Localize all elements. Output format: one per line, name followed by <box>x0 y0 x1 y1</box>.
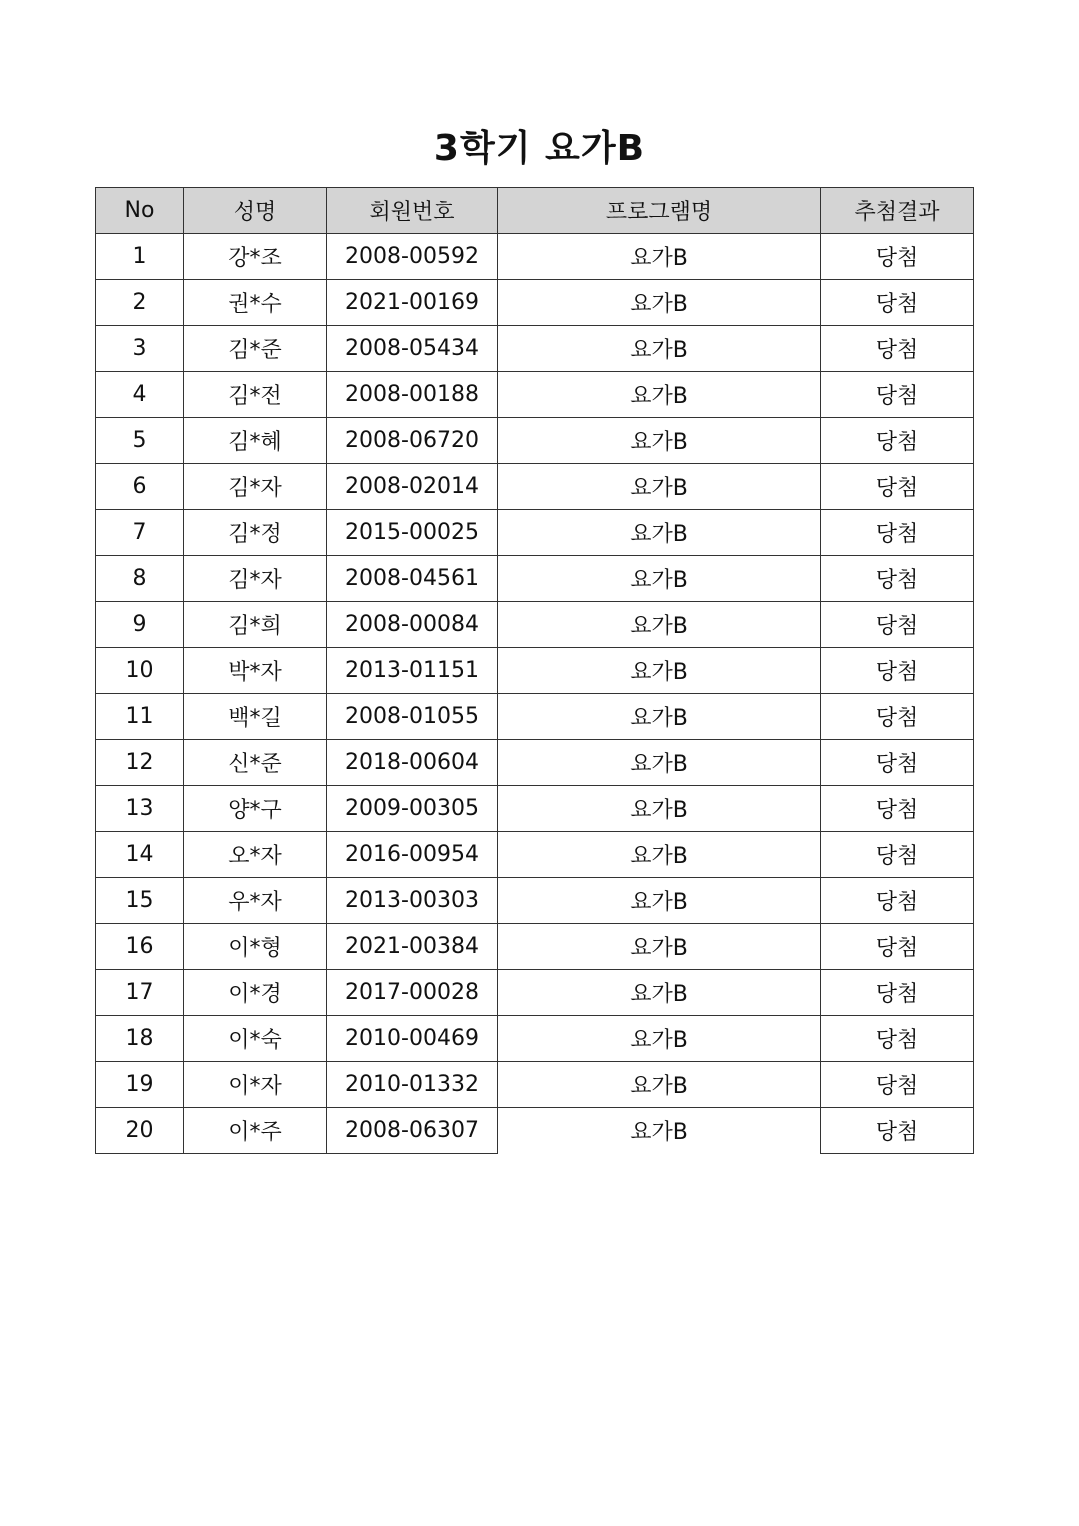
cell-program: 요가B <box>498 234 821 280</box>
table-row <box>96 280 974 326</box>
cell-result: 당첨 <box>821 326 974 372</box>
cell-name: 이*자 <box>184 1062 327 1108</box>
cell-name: 이*주 <box>184 1108 327 1154</box>
table-row <box>96 648 974 694</box>
cell-program: 요가B <box>498 464 821 510</box>
cell-program: 요가B <box>498 786 821 832</box>
cell-result: 당첨 <box>821 878 974 924</box>
cell-member-id: 2018-00604 <box>327 740 498 786</box>
cell-name: 김*전 <box>184 372 327 418</box>
cell-program: 요가B <box>498 418 821 464</box>
cell-program: 요가B <box>498 924 821 970</box>
cell-program: 요가B <box>498 1016 821 1062</box>
cell-program: 요가B <box>498 326 821 372</box>
cell-name: 신*준 <box>184 740 327 786</box>
cell-program: 요가B <box>498 510 821 556</box>
cell-program: 요가B <box>498 556 821 602</box>
cell-result: 당첨 <box>821 234 974 280</box>
cell-name: 김*자 <box>184 556 327 602</box>
cell-name: 김*자 <box>184 464 327 510</box>
cell-member-id: 2021-00384 <box>327 924 498 970</box>
cell-name: 오*자 <box>184 832 327 878</box>
cell-no: 3 <box>96 326 184 372</box>
table-row <box>96 510 974 556</box>
cell-member-id: 2013-00303 <box>327 878 498 924</box>
cell-no: 9 <box>96 602 184 648</box>
cell-result: 당첨 <box>821 1062 974 1108</box>
cell-program: 요가B <box>498 1108 821 1154</box>
cell-result: 당첨 <box>821 418 974 464</box>
cell-member-id: 2010-00469 <box>327 1016 498 1062</box>
cell-member-id: 2016-00954 <box>327 832 498 878</box>
cell-result: 당첨 <box>821 1016 974 1062</box>
cell-no: 17 <box>96 970 184 1016</box>
cell-member-id: 2010-01332 <box>327 1062 498 1108</box>
table-header-row <box>96 188 974 234</box>
cell-result: 당첨 <box>821 1108 974 1154</box>
cell-name: 권*수 <box>184 280 327 326</box>
cell-name: 이*형 <box>184 924 327 970</box>
cell-member-id: 2008-01055 <box>327 694 498 740</box>
cell-result: 당첨 <box>821 510 974 556</box>
cell-result: 당첨 <box>821 924 974 970</box>
table-row <box>96 418 974 464</box>
cell-program: 요가B <box>498 602 821 648</box>
cell-program: 요가B <box>498 694 821 740</box>
table-row <box>96 924 974 970</box>
header-name: 성명 <box>184 188 327 234</box>
cell-no: 13 <box>96 786 184 832</box>
table-row <box>96 326 974 372</box>
cell-member-id: 2008-06720 <box>327 418 498 464</box>
table-row <box>96 602 974 648</box>
table-body <box>96 234 974 1154</box>
header-no: No <box>96 188 184 234</box>
cell-member-id: 2009-00305 <box>327 786 498 832</box>
cell-member-id: 2013-01151 <box>327 648 498 694</box>
cell-program: 요가B <box>498 1062 821 1108</box>
table-row <box>96 372 974 418</box>
cell-no: 15 <box>96 878 184 924</box>
cell-result: 당첨 <box>821 372 974 418</box>
table-row <box>96 786 974 832</box>
cell-result: 당첨 <box>821 280 974 326</box>
cell-member-id: 2017-00028 <box>327 970 498 1016</box>
table-row <box>96 694 974 740</box>
cell-no: 16 <box>96 924 184 970</box>
cell-member-id: 2021-00169 <box>327 280 498 326</box>
table-row <box>96 464 974 510</box>
table-row <box>96 878 974 924</box>
header-result: 추첨결과 <box>821 188 974 234</box>
cell-no: 19 <box>96 1062 184 1108</box>
cell-no: 20 <box>96 1108 184 1154</box>
cell-member-id: 2008-05434 <box>327 326 498 372</box>
cell-name: 강*조 <box>184 234 327 280</box>
cell-member-id: 2008-00084 <box>327 602 498 648</box>
page-title: 3학기 요가B <box>433 128 646 170</box>
table-row <box>96 1062 974 1108</box>
cell-name: 우*자 <box>184 878 327 924</box>
cell-member-id: 2008-06307 <box>327 1108 498 1154</box>
table-row <box>96 832 974 878</box>
cell-no: 12 <box>96 740 184 786</box>
cell-name: 이*숙 <box>184 1016 327 1062</box>
cell-no: 18 <box>96 1016 184 1062</box>
cell-program: 요가B <box>498 372 821 418</box>
cell-member-id: 2008-00188 <box>327 372 498 418</box>
cell-name: 이*경 <box>184 970 327 1016</box>
table-row <box>96 1108 974 1154</box>
cell-no: 2 <box>96 280 184 326</box>
cell-program: 요가B <box>498 280 821 326</box>
cell-name: 양*구 <box>184 786 327 832</box>
cell-program: 요가B <box>498 878 821 924</box>
cell-member-id: 2015-00025 <box>327 510 498 556</box>
cell-member-id: 2008-00592 <box>327 234 498 280</box>
cell-no: 7 <box>96 510 184 556</box>
cell-result: 당첨 <box>821 464 974 510</box>
cell-member-id: 2008-02014 <box>327 464 498 510</box>
cell-member-id: 2008-04561 <box>327 556 498 602</box>
cell-result: 당첨 <box>821 786 974 832</box>
cell-program: 요가B <box>498 740 821 786</box>
cell-no: 6 <box>96 464 184 510</box>
cell-result: 당첨 <box>821 694 974 740</box>
cell-name: 김*희 <box>184 602 327 648</box>
cell-result: 당첨 <box>821 556 974 602</box>
table-row <box>96 234 974 280</box>
cell-name: 김*혜 <box>184 418 327 464</box>
cell-no: 14 <box>96 832 184 878</box>
cell-no: 4 <box>96 372 184 418</box>
cell-program: 요가B <box>498 970 821 1016</box>
cell-no: 5 <box>96 418 184 464</box>
cell-name: 백*길 <box>184 694 327 740</box>
table-row <box>96 1016 974 1062</box>
table-row <box>96 556 974 602</box>
cell-name: 박*자 <box>184 648 327 694</box>
cell-no: 8 <box>96 556 184 602</box>
cell-result: 당첨 <box>821 832 974 878</box>
table-row <box>96 970 974 1016</box>
cell-result: 당첨 <box>821 648 974 694</box>
cell-result: 당첨 <box>821 740 974 786</box>
cell-name: 김*정 <box>184 510 327 556</box>
cell-program: 요가B <box>498 648 821 694</box>
cell-name: 김*준 <box>184 326 327 372</box>
header-member-id: 회원번호 <box>327 188 498 234</box>
table-row <box>96 740 974 786</box>
cell-result: 당첨 <box>821 602 974 648</box>
lottery-result-table <box>95 187 974 1154</box>
cell-no: 11 <box>96 694 184 740</box>
cell-no: 1 <box>96 234 184 280</box>
cell-no: 10 <box>96 648 184 694</box>
header-program: 프로그램명 <box>498 188 821 234</box>
cell-result: 당첨 <box>821 970 974 1016</box>
cell-program: 요가B <box>498 832 821 878</box>
